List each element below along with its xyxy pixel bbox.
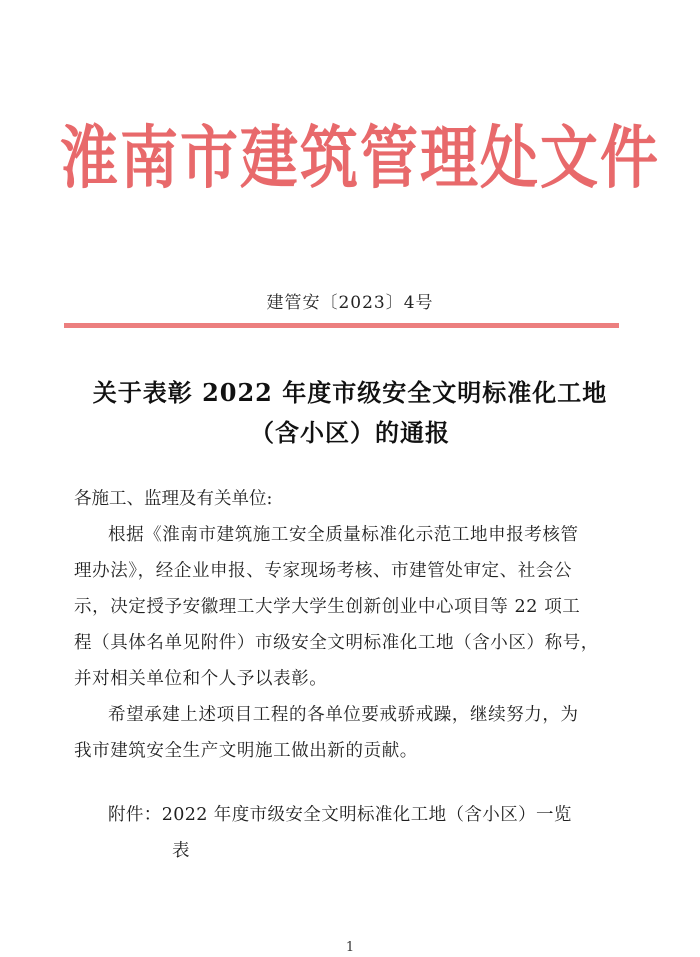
salutation: 各施工、监理及有关单位: bbox=[74, 489, 273, 509]
paragraph-2-line-1: 希望承建上述项目工程的各单位要戒骄戒躁，继续努力，为 bbox=[108, 705, 579, 725]
document-number: 建管安〔2023〕4号 bbox=[266, 293, 434, 313]
page-number: 1 bbox=[345, 940, 355, 955]
attachment-line-1: 附件：2022 年度市级安全文明标准化工地（含小区）一览 bbox=[108, 805, 572, 825]
notice-title-line-1: 关于表彰 2022 年度市级安全文明标准化工地 bbox=[92, 378, 608, 407]
attachment-line-2: 表 bbox=[172, 841, 190, 861]
paragraph-1-line-3: 示，决定授予安徽理工大学大学生创新创业中心项目等 22 项工 bbox=[74, 597, 581, 617]
red-divider-line bbox=[64, 323, 619, 328]
paragraph-2-line-2: 我市建筑安全生产文明施工做出新的贡献。 bbox=[74, 741, 418, 761]
paragraph-1-line-5: 并对相关单位和个人予以表彰。 bbox=[74, 669, 328, 689]
paragraph-1-line-2: 理办法》，经企业申报、专家现场考核、市建管处审定、社会公 bbox=[74, 561, 573, 581]
paragraph-1-line-4: 程（具体名单见附件）市级安全文明标准化工地（含小区）称号， bbox=[74, 633, 599, 653]
masthead-title: 淮南市建筑管理处文件 bbox=[60, 118, 661, 199]
notice-title-line-2: （含小区）的通报 bbox=[250, 418, 450, 447]
paragraph-1-line-1: 根据《淮南市建筑施工安全质量标准化示范工地申报考核管 bbox=[108, 525, 579, 545]
